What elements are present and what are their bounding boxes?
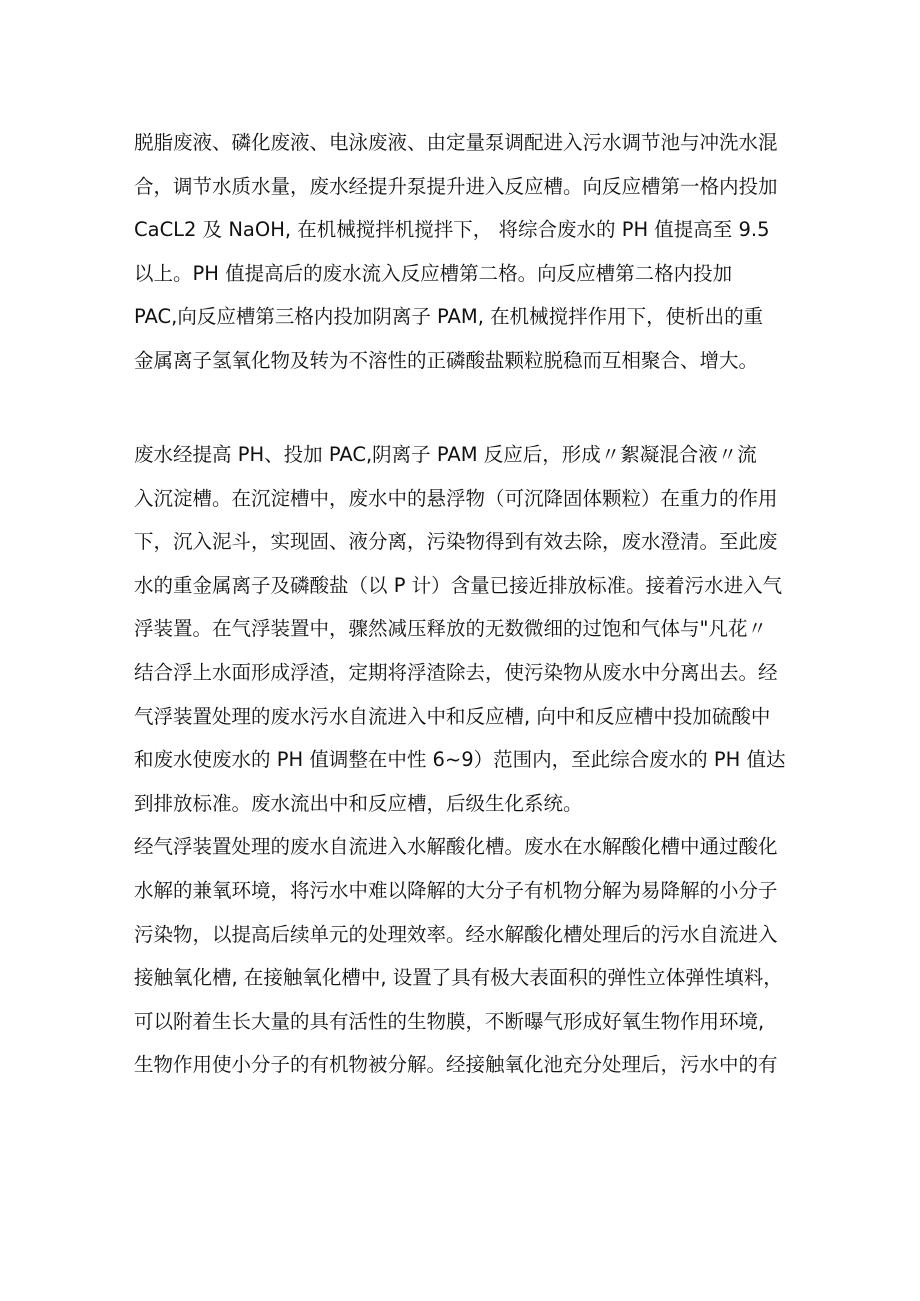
text-line: 废水经提高 PH、投加 PAC,阴离子 PAM 反应后，形成〃絮凝混合液〃流 (134, 443, 757, 466)
text-line: 接触氧化槽, 在接触氧化槽中, 设置了具有极大表面积的弹性立体弹性填料， (134, 966, 783, 990)
text-line: 可以附着生长大量的具有活性的生物膜，不断曝气形成好氧生物作用环境, (134, 1009, 765, 1033)
text-line: 和废水使废水的 PH 值调整在中性 6~9）范围内，至此综合废水的 PH 值达 (134, 748, 786, 772)
text-line: 污染物，以提高后续单元的处理效率。经水解酸化槽处理后的污水自流进入 (134, 922, 778, 946)
text-line: 以上。PH 值提高后的废水流入反应槽第二格。向反应槽第二格内投加 (134, 261, 733, 285)
text-line: PAC,向反应槽第三格内投加阴离子 PAM, 在机械搅拌作用下，使析出的重 (134, 305, 764, 329)
text-line: 合，调节水质水量，废水经提升泵提升进入反应槽。向反应槽第一格内投加 (134, 174, 778, 198)
paragraph-1 (134, 121, 814, 383)
text-line: 金属离子氢氧化物及转为不溶性的正磷酸盐颗粒脱稳而互相聚合、增大。 (134, 348, 759, 372)
text-line: CaCL2 及 NaOH, 在机械搅拌机搅拌下， 将综合废水的 PH 值提高至 9.5 (134, 218, 770, 242)
text-line: 经气浮装置处理的废水自流进入水解酸化槽。废水在水解酸化槽中通过酸化 (134, 835, 778, 859)
text-line: 下，沉入泥斗，实现固、液分离，污染物得到有效去除，废水澄清。至此废 (134, 530, 778, 554)
text-line: 脱脂废液、磷化废液、电泳废液、由定量泵调配进入污水调节池与冲洗水混 (134, 131, 778, 154)
text-line: 到排放标准。废水流出中和反应槽，后级生化系统。 (134, 791, 583, 815)
text-line: 水解的兼氧环境，将污水中难以降解的大分子有机物分解为易降解的小分子 (134, 878, 778, 902)
text-line: 水的重金属离子及磷酸盐（以 P 计）含量已接近排放标准。接着污水进入气 (134, 573, 783, 597)
paragraph-2 (134, 433, 814, 1087)
text-line: 生物作用使小分子的有机物被分解。经接触氧化池充分处理后，污水中的有 (134, 1053, 778, 1077)
text-line: 气浮装置处理的废水污水自流进入中和反应槽, 向中和反应槽中投加硫酸中 (134, 704, 771, 728)
text-line: 浮装置。在气浮装置中，骤然减压释放的无数微细的过饱和气体与"凡花〃 (134, 617, 767, 641)
text-line: 入沉淀槽。在沉淀槽中，废水中的悬浮物（可沉降固体颗粒）在重力的作用 (134, 486, 778, 510)
text-line: 结合浮上水面形成浮渣，定期将浮渣除去，使污染物从废水中分离出去。经 (134, 660, 778, 684)
